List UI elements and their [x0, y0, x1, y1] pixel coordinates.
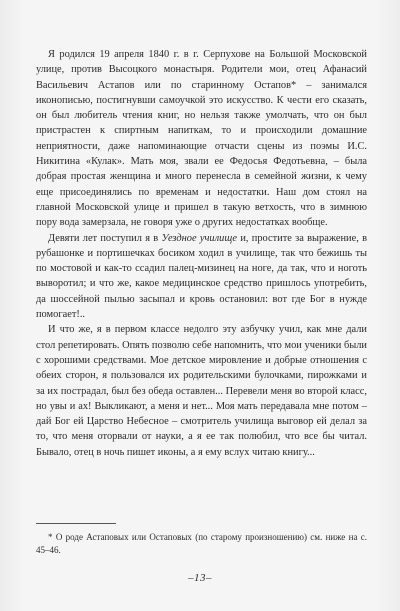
footnote: * О роде Астаповых или Остаповых (по старому произношению) см. ниже на с. 45–46. [36, 532, 367, 555]
paragraph-first-class: И что же, я в первом классе недолго эту азбучку учил, как мне дали стол репетировать. Опять позволю себе напомнить, что мои ученики были с хорошими средствами. Мое детское мировление и добрые отношения с обеих сторон, я пользовался их родительскими булочками, пирожками и за их пострадал, был без обеда оставлен... Перевели меня во второй класс, но увы и ах! Выкликают, а меня и нет... Моя мать передавала мне потом – дай Бог ей Царство Небесное – смотритель училища выговор ей делал за то, что меня оторвали от науки, а я ее так полюбил, что все бы читал. Бывало, отец в ночь пишет иконы, а я ему вслух читаю книгу... [36, 324, 367, 458]
paragraph-school: Девяти лет поступил я в Уездное училище и, простите за выражение, в рубашонке и портишечках босиком ходил в училище, так что бежишь ты по мостовой и как-то ссадил палец-мизинец на ноге, да так, что и ноготь выворотил; и что же, какое медицинское средство пришлось употребить, да шоссейной пылью засыпал и кровь остановил: вот где Бог в нужде помогает!.. [36, 232, 367, 321]
main-text [36, 47, 367, 460]
page-number: –13– [188, 572, 212, 584]
paragraph-birth: Я родился 19 апреля 1840 г. в г. Серпухове на Большой Московской улице, против Высоцкого монастыря. Родители мои, отец Афанасий Васильевич Астапов или по старинному Остапов* – занимался иконописью, постигнувши самоучкой это искусство. К чести его сказать, он был любитель чтения книг, но нельзя также умолчать, что он был пристрастен к спиртным напиткам, то и происходили домашние неприятности, даже напоминающие отчасти сцены из поэмы И.С. Никитина «Кулак». Мать моя, звали ее Федосья Федотьевна, – была добрая простая женщина и много перенесла в семейной жизни, к чему еще присоединялись по временам и недостатки. Наш дом стоял на главной Московской улице и пришел в такую ветхость, что в зимнюю пору вода замерзала, не говоря уже о других недостатках вообще. [36, 49, 367, 229]
school-name-emphasis: Уездное училище [161, 232, 238, 244]
footnote-divider [36, 523, 116, 524]
